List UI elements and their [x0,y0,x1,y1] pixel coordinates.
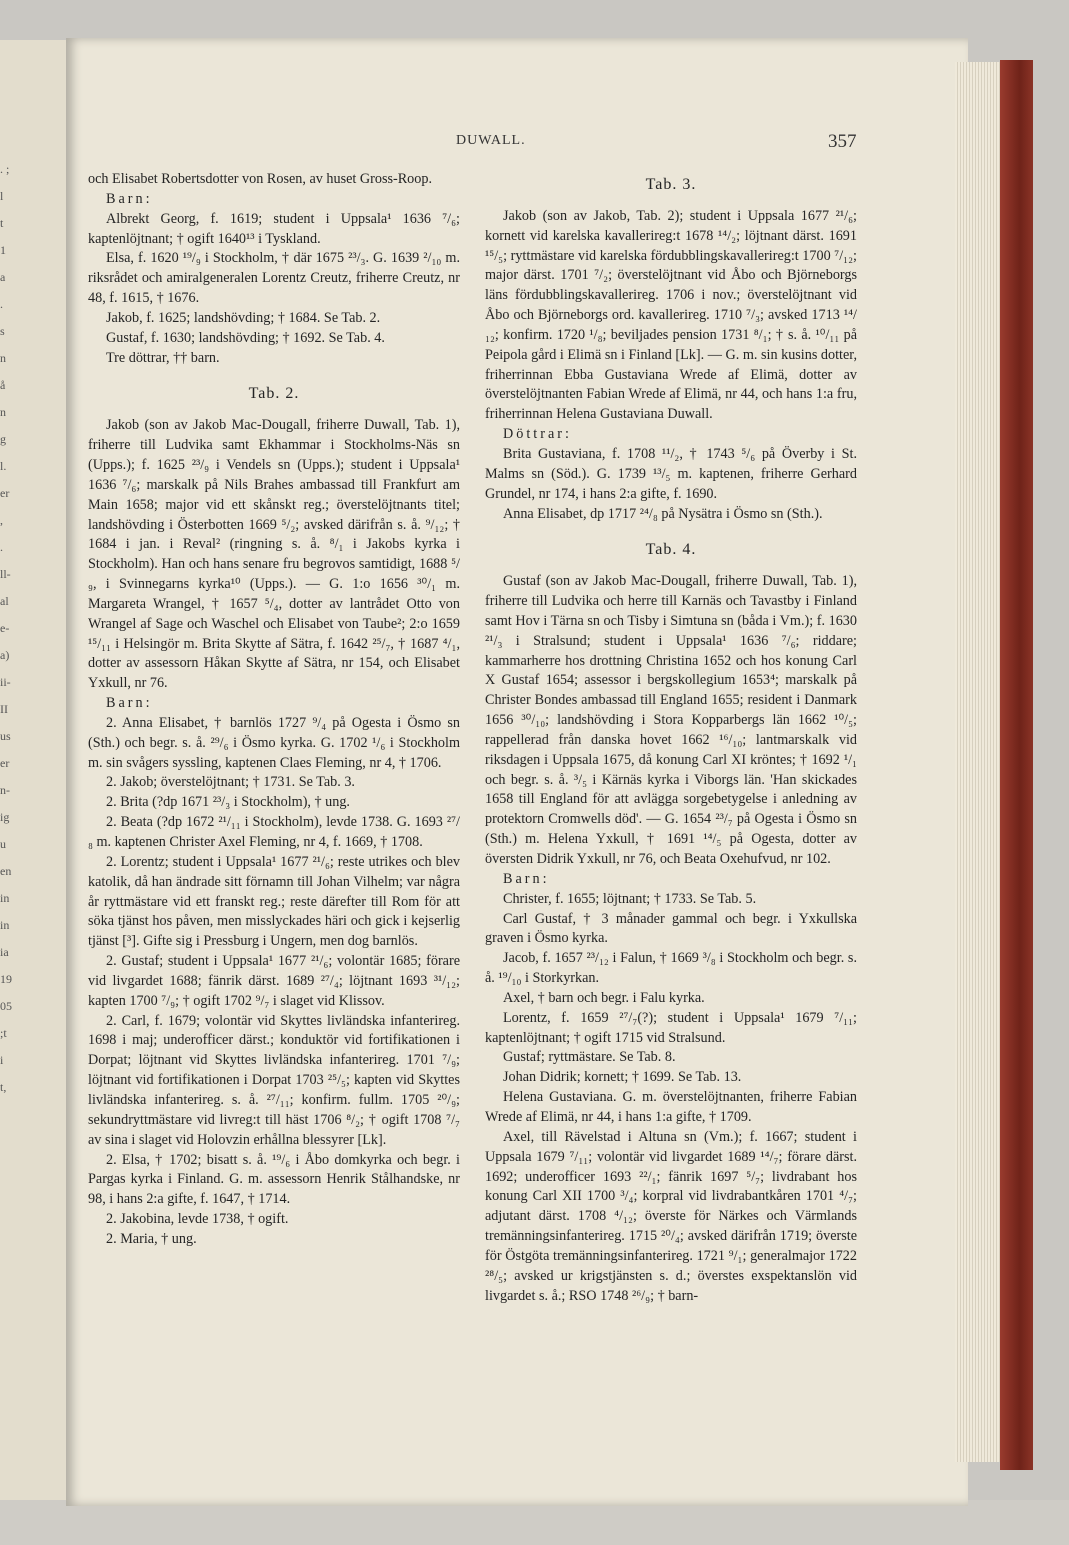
page-number: 357 [828,131,857,152]
table-heading: Tab. 4. [645,541,697,559]
genealogy-entry: 2. Anna Elisabet, † barnlös 1727 ⁹/₄ på Ogesta i Ösmo sn (Sth.) och begr. s. å. ²⁹/₆ i Ösmo kyrka. G. 1702 ¹/₆ i Stockholm m. sin svågers syssling, kaptenen Claes Fleming, nr 4, † 1706. [88,714,460,771]
margin-fragment: å [0,378,6,392]
genealogy-entry: 2. Maria, † ung. [106,1230,197,1247]
scan-background [0,1500,1069,1545]
margin-fragment: er [0,756,10,770]
previous-page-fragments [0,160,14,1105]
margin-fragment: ;t [0,1026,7,1040]
margin-fragment: , [0,513,3,527]
genealogy-entry: Jakob (son av Jakob Mac-Dougall, friherre Duwall, Tab. 1), friherre till Ludvika samt Ekhammar i Stockholms-Näs sn (Upps.); f. 1625 ²³/₉ i Vendels sn (Upps.); student i Uppsala¹ 1636 ⁷/₆; marskalk på Nils Brahes ambassad till Frankfurt am Main 1658; major vid ett skånskt reg.; överstelöjtnants titel; landshövding i Österbotten 1669 ⁵/₂; avsked därifrån s. å. ⁹/₁₂; † 1684 i jan. i Reval² (ringning s. å. ⁸/₁ i Jakobs kyrka i Stockholm). Han och hans senare fru begrovos samtidigt, 1688 ⁵/₉, i Svinnegarns kyrka¹⁰ (Upps.). — G. 1:o 1656 ³⁰/₁ m. Margareta Wrangel, † 1657 ⁵/₄, dotter av lantrådet Otto von Wrangel af Sage och Waschel och Elisabet von Taube²; 2:o 1659 ¹⁵/₁₁ i Helsingör m. Brita Skytte af Sätra, f. 1642 ²⁵/₇, † 1687 ⁴/₁, dotter av assessorn Håkan Skytte af Sätra, nr 154, och Elisabet Yxkull, nr 76. [88,417,460,692]
margin-fragment: l [0,189,4,203]
genealogy-entry: Carl Gustaf, † 3 månader gammal och begr. i Yxkullska graven i Ösmo kyrka. [485,910,857,947]
table-heading: Tab. 3. [645,176,697,193]
genealogy-entry: Anna Elisabet, dp 1717 ²⁴/₈ på Nysätra i Ösmo sn (Sth.). [503,505,823,522]
right-column [485,176,857,1306]
margin-fragment: 1 [0,243,6,257]
margin-fragment: er [0,486,10,500]
genealogy-entry: Jacob, f. 1657 ²³/₁₂ i Falun, † 1669 ³/₈ i Stockholm och begr. s. å. ¹⁹/₁₀ i Storkyrkan. [485,950,857,987]
margin-fragment: u [0,837,6,851]
genealogy-entry: Gustaf; ryttmästare. Se Tab. 8. [503,1049,676,1066]
margin-fragment: al [0,594,9,608]
genealogy-entry: och Elisabet Robertsdotter von Rosen, av huset Gross-Roop. [88,171,432,187]
margin-fragment: ll- [0,567,11,581]
genealogy-entry: Helena Gustaviana. G. m. överstelöjtnanten, friherre Fabian Wrede af Elimä, nr 44, i hans 1:a gifte, † 1709. [485,1089,857,1125]
margin-fragment: l. [0,459,7,473]
children-heading: Barn: [503,870,550,887]
margin-fragment: t, [0,1080,7,1094]
genealogy-entry: Gustaf, f. 1630; landshövding; † 1692. Se Tab. 4. [106,329,385,346]
margin-fragment: . [0,540,3,554]
running-head: DUWALL. [456,133,526,148]
margin-fragment: ii- [0,675,11,689]
genealogy-entry: Brita Gustaviana, f. 1708 ¹¹/₂, † 1743 ⁵/₆ på Överby i St. Malms sn (Söd.). G. 1739 ¹³/₅ m. kaptenen, friherre Gerhard Grundel, nr 174, i hans 2:a gifte, f. 1690. [485,445,857,502]
children-heading: Barn: [106,190,153,207]
children-heading: Döttrar: [503,426,572,443]
margin-fragment: n- [0,783,10,797]
margin-fragment: en [0,864,12,878]
margin-fragment: 05 [0,999,12,1013]
genealogy-entry: Lorentz, f. 1659 ²⁷/₇(?); student i Uppsala¹ 1679 ⁷/₁₁; kaptenlöjtnant; † ogift 1715 vid Stralsund. [485,1009,857,1046]
margin-fragment: i [0,1053,4,1067]
margin-fragment: II [0,702,8,716]
margin-fragment: us [0,729,11,743]
genealogy-entry: 2. Brita (?dp 1671 ²³/₃ i Stockholm), † ung. [106,794,350,811]
page-block-edge [955,62,1003,1462]
genealogy-entry: 2. Carl, f. 1679; volontär vid Skyttes livländska infanterireg. 1698 i maj; underofficer därst.; konduktör vid fortifikationen i Dorpat; löjtnant vid Skyttes livländska infanterireg. 1701 ⁷/₉; löjtnant vid fortifikationen i Dorpat 1703 ²⁵/₅; kapten vid Skyttes livländska infanterireg. s. å. ²⁷/₁₁; konfirm. fullm. 1705 ²⁰/₉; sekundryttmästare vid livreg:t till häst 1706 ⁸/₂; † ogift 1708 ⁷/₇ av sina i slaget vid Holovzin erhållna blessyrer [Lk]. [88,1012,460,1148]
genealogy-entry: 2. Jakobina, levde 1738, † ogift. [106,1211,289,1228]
genealogy-entry: 2. Gustaf; student i Uppsala¹ 1677 ²¹/₆; volontär 1685; förare vid livgardet 1688; fänrik därst. 1689 ²⁷/₄; löjtnant 1693 ³¹/₁₂; kapten 1700 ⁷/₉; † ogift 1702 ⁹/₇ i slaget vid Klissov. [88,953,460,1009]
genealogy-entry: Tre döttrar, †† barn. [106,349,220,366]
margin-fragment: e- [0,621,10,635]
margin-fragment: t [0,216,4,230]
margin-fragment: n [0,405,6,419]
genealogy-entry: Jakob (son av Jakob, Tab. 2); student i Uppsala 1677 ²¹/₆; kornett vid karelska kavallerireg:t 1678 ¹⁴/₂; löjtnant därst. 1691 ¹⁵/₅; ryttmästare vid karelska fördubblingskavallerireg:t 1700 ⁷/₁₂; major därst. 1701 ⁷/₂; överstelöjtnant vid Åbo och Björneborgs läns fördubblingskavallerireg. 1706 i nov.; överstelöjtnant vid Åbo och Björneborgs ord. kavallerireg. 1710 ⁷/₃; avsked 1713 ¹⁴/₁₂; konfirm. 1720 ¹/₈; beviljades pension 1731 ⁸/₁; † s. å. ¹⁰/₁₁ på Peipola gård i Elimä sn i Finland [Lk]. — G. m. sin kusins dotter, friherrinnan Ebba Gustaviana Wrede af Elimä, dotter av överstelöjtnanten Fabian Wrede af Elimä, nr 44, och hans 1:a fru, friherrinnan Helena Gustaviana Duwall. [485,207,857,423]
genealogy-entry: Johan Didrik; kornett; † 1699. Se Tab. 13. [503,1069,742,1086]
genealogy-entry: Albrekt Georg, f. 1619; student i Uppsala¹ 1636 ⁷/₆; kaptenlöjtnant; † ogift 1640¹³ i Tyskland. [88,210,460,247]
margin-fragment: . ; [0,162,10,176]
margin-fragment: 19 [0,972,12,986]
genealogy-entry: Gustaf (son av Jakob Mac-Dougall, friherre Duwall, Tab. 1), friherre till Ludvika och herre till Karnäs och Tavastby i Finland samt Hov i Tärna sn och Tisby i Simtuna sn (båda i Vm.); f. 1630 ²¹/₃ i Stralsund; student i Uppsala¹ 1636 ⁷/₆; riddare; kammarherre hos drottning Christina 1652 och hos konung Carl X Gustaf 1654; assessor i bergskollegium 1653⁴; marskalk på Christer Bondes ambassad till England 1655; resident i Danmark 1656 ³⁰/₁₀; landshövding i Stora Kopparbergs län 1662 ¹⁰/₅; rappellerad från danska hovet 1662 ¹⁶/₁₀; lantmarskalk vid riksdagen i Uppsala 1675, då konung Carl XI kröntes; † 1692 ¹/₁ och begr. s. å. ³/₅ i Kärnäs kyrka i Viborgs län. 'Han skickades 1658 till England för att avlägga sorgebetygelse i anledning av protektorn Cromwells död'. — G. 1654 ²³/₇ på Ogesta i Ösmo sn (Sth.) m. Helena Yxkull, † 1691 ¹⁴/₅ på Ogesta, dotter av översten Didrik Yxkull, nr 76, och Beata Oxehufvud, nr 102. [485,573,857,867]
genealogy-entry: 2. Jakob; överstelöjtnant; † 1731. Se Tab. 3. [106,774,355,791]
margin-fragment: in [0,918,10,932]
margin-fragment: g [0,432,6,446]
children-heading: Barn: [106,695,153,712]
genealogy-entry: 2. Lorentz; student i Uppsala¹ 1677 ²¹/₆; reste utrikes och blev katolik, då han ändrade sitt förnamn till Johan Vilhelm; var några år ryttmästare vid ett franskt reg.; reste därefter till Rom för att söka tjänst hos påven, men misslyckades häri och gick i kejserlig tjänst [³]. Gifte sig i Pressburg i Ungern, men dog barnlös. [88,853,460,950]
genealogy-entry: Elsa, f. 1620 ¹⁹/₉ i Stockholm, † där 1675 ²³/₃. G. 1639 ²/₁₀ m. riksrådet och amiralgeneralen Lorentz Creutz, friherre Creutz, nr 48, f. 1615, † 1676. [88,250,460,307]
genealogy-entry: Christer, f. 1655; löjtnant; † 1733. Se Tab. 5. [503,890,757,907]
book-cover-edge [1000,60,1033,1470]
margin-fragment: s [0,324,5,338]
left-column [88,170,460,1250]
table-heading: Tab. 2. [248,385,300,403]
margin-fragment: ia [0,945,9,959]
genealogy-entry: Axel, till Rävelstad i Altuna sn (Vm.); f. 1667; student i Uppsala 1679 ⁷/₁₁; volontär vid livgardet 1689 ¹⁴/₇; förare därst. 1692; underofficer 1693 ²²/₁; fänrik 1697 ⁵/₇; livdrabant hos konung Carl XII 1700 ³/₄; korpral vid livdrabantkåren 1701 ⁴/₇; adjutant därst. 1708 ⁴/₁₂; överste för Närkes och Värmlands tremänningsinfanterireg. 1715 ²⁰/₄; avsked därifrån 1719; överste för Östgöta tremänningsinfanterireg. 1721 ⁹/₁; generalmajor 1722 ²⁸/₅; avsked ur krigstjänsten s. d.; överstes exspektanslön vid livgardet s. å.; RSO 1748 ²⁶/₉; † barn- [485,1128,857,1304]
genealogy-entry: 2. Elsa, † 1702; bisatt s. å. ¹⁹/₆ i Åbo domkyrka och begr. i Pargas kyrka i Finland. G. m. assessorn Henrik Stålhandske, nr 98, i hans 2:a gifte, f. 1647, † 1714. [88,1151,460,1208]
genealogy-entry: 2. Beata (?dp 1672 ²¹/₁₁ i Stockholm), levde 1738. G. 1693 ²⁷/₈ m. kaptenen Christer Axel Fleming, nr 4, f. 1669, † 1708. [88,814,460,850]
margin-fragment: a) [0,648,10,662]
margin-fragment: n [0,351,6,365]
margin-fragment: . [0,297,3,311]
margin-fragment: a [0,270,6,284]
genealogy-entry: Jakob, f. 1625; landshövding; † 1684. Se Tab. 2. [106,309,381,326]
margin-fragment: ig [0,810,10,824]
margin-fragment: in [0,891,10,905]
genealogy-entry: Axel, † barn och begr. i Falu kyrka. [503,989,705,1006]
